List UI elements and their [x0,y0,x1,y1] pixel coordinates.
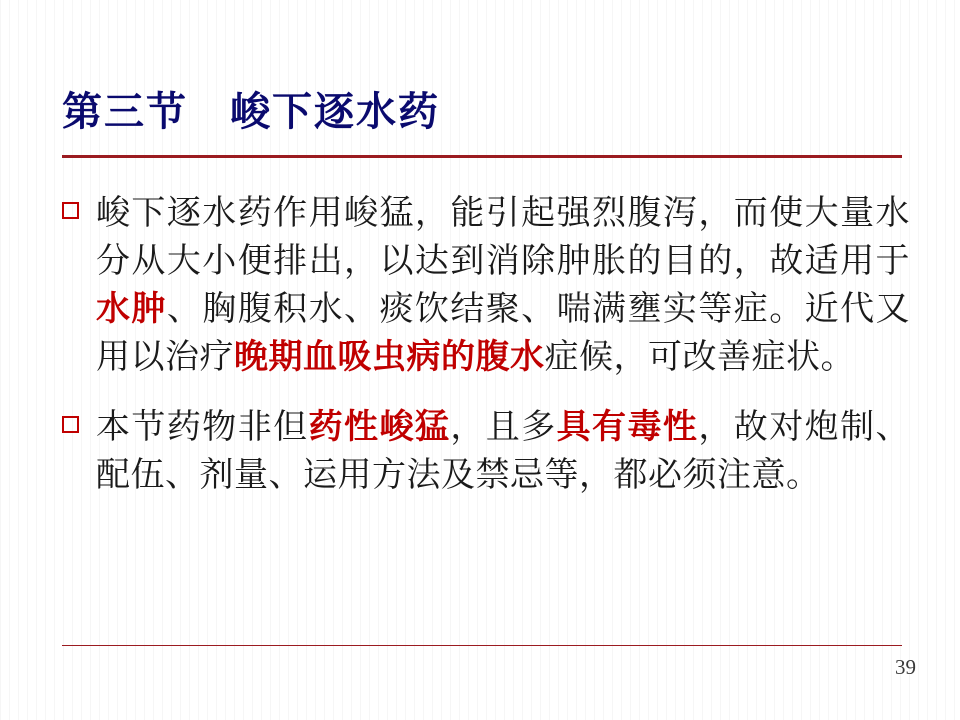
bullet-1-segment-1: 峻下逐水药作用峻猛，能引起强烈腹泻，而使大量水分从大小便排出，以达到消除肿胀的目的，故适用于 [96,195,910,280]
bullet-1-highlight-2: 晚期血吸虫病的腹水 [234,339,545,376]
square-outline-bullet-icon [62,202,79,219]
slide-title-block [62,88,902,136]
footer-divider [62,645,902,646]
bullet-paragraph-1 [96,190,910,382]
slide-body [62,190,910,522]
bullet-2-highlight-2: 具有毒性 [556,409,699,446]
page-title: 第三节 峻下逐水药 [62,89,440,134]
bullet-2-segment-1: 本节药物非但 [96,409,309,446]
bullet-2-segment-3: ，故对炮制、配伍、剂量、运用方法及禁忌等，都必须注意。 [96,409,911,494]
list-item [62,190,910,382]
list-item [62,404,910,500]
bullet-2-highlight-1: 药性峻猛 [308,409,451,446]
bullet-paragraph-2 [96,404,910,500]
bullet-1-highlight-1: 水肿 [96,291,167,328]
square-outline-bullet-icon [62,416,79,433]
bullet-1-segment-2: 、胸腹积水、痰饮结聚、喘满壅实等症。近代又用以治疗 [96,291,911,376]
title-divider [62,155,902,158]
bullet-2-segment-2: ，且多 [450,409,557,446]
bullet-1-segment-3: 症候，可改善症状。 [544,339,855,376]
page-number: 39 [895,655,916,679]
